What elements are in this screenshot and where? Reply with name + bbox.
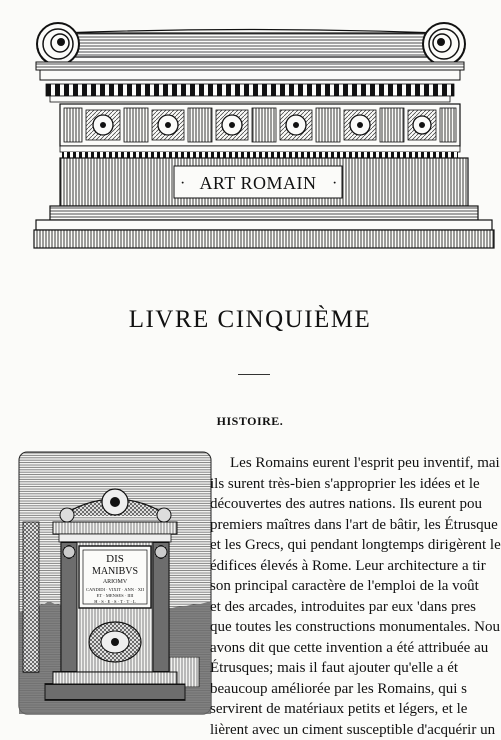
body-line: et des arcades, introduites par eux 'dans pres	[210, 597, 500, 618]
body-line: servirent de matériaux petits et légers, et le	[210, 699, 500, 720]
funerary-altar-vignette	[19, 452, 211, 714]
body-line: son principal caractère de l'emploi de la voût	[210, 576, 500, 597]
body-line: beaucoup améliorée par les Romains, qui s	[210, 679, 500, 700]
left-volute	[37, 23, 79, 65]
body-line: Les Romains eurent l'esprit peu inventif, mai	[210, 453, 500, 474]
body-text	[210, 453, 500, 719]
tablet-line-3: ARIOMV	[103, 579, 128, 585]
body-line: avons dit que cette invention a été attribuée au	[210, 638, 500, 659]
title-divider	[238, 374, 270, 375]
inscription-ornament-left: ·	[180, 175, 185, 192]
tablet-line-4: CANDIDI · VIXIT · ANN · XII	[86, 587, 145, 592]
body-line: Étrusques; mais il faut ajouter qu'elle a ét	[210, 658, 500, 679]
tablet-line-2: MANIBVS	[92, 566, 138, 577]
right-volute	[423, 23, 465, 65]
page-title: LIVRE CINQUIÈME	[0, 306, 500, 334]
frieze	[60, 104, 460, 146]
body-line: lièrent avec un ciment susceptible d'acquérir un	[210, 720, 500, 740]
tablet-line-6: H · S · E · S · T · T · L	[94, 599, 136, 604]
dentil-band	[46, 84, 454, 96]
lid-roll	[60, 30, 440, 58]
body-line: et les Grecs, qui pendant longtemps dirigèrent le	[210, 535, 500, 556]
body-line: édifices élevés à Rome. Leur architecture a tir	[210, 556, 500, 577]
body-line: ils surent très-bien s'approprier les idées et le	[210, 474, 500, 495]
tablet-line-1: DIS	[106, 553, 124, 565]
body-line: premiers maîtres dans l'art de bâtir, les Étrusque	[210, 515, 500, 536]
inscription-ornament-right: ·	[332, 175, 337, 192]
body-line: que toutes les constructions monumentales. Nou	[210, 617, 500, 638]
section-heading: HISTOIRE.	[0, 414, 500, 429]
body-line: découvertes des autres nations. Ils eurent pou	[210, 494, 500, 515]
tablet-line-5: ET · MENSES · IIII	[97, 593, 134, 598]
inscription-text: ART ROMAIN	[199, 173, 316, 193]
sarcophagus-header-engraving	[0, 0, 500, 260]
